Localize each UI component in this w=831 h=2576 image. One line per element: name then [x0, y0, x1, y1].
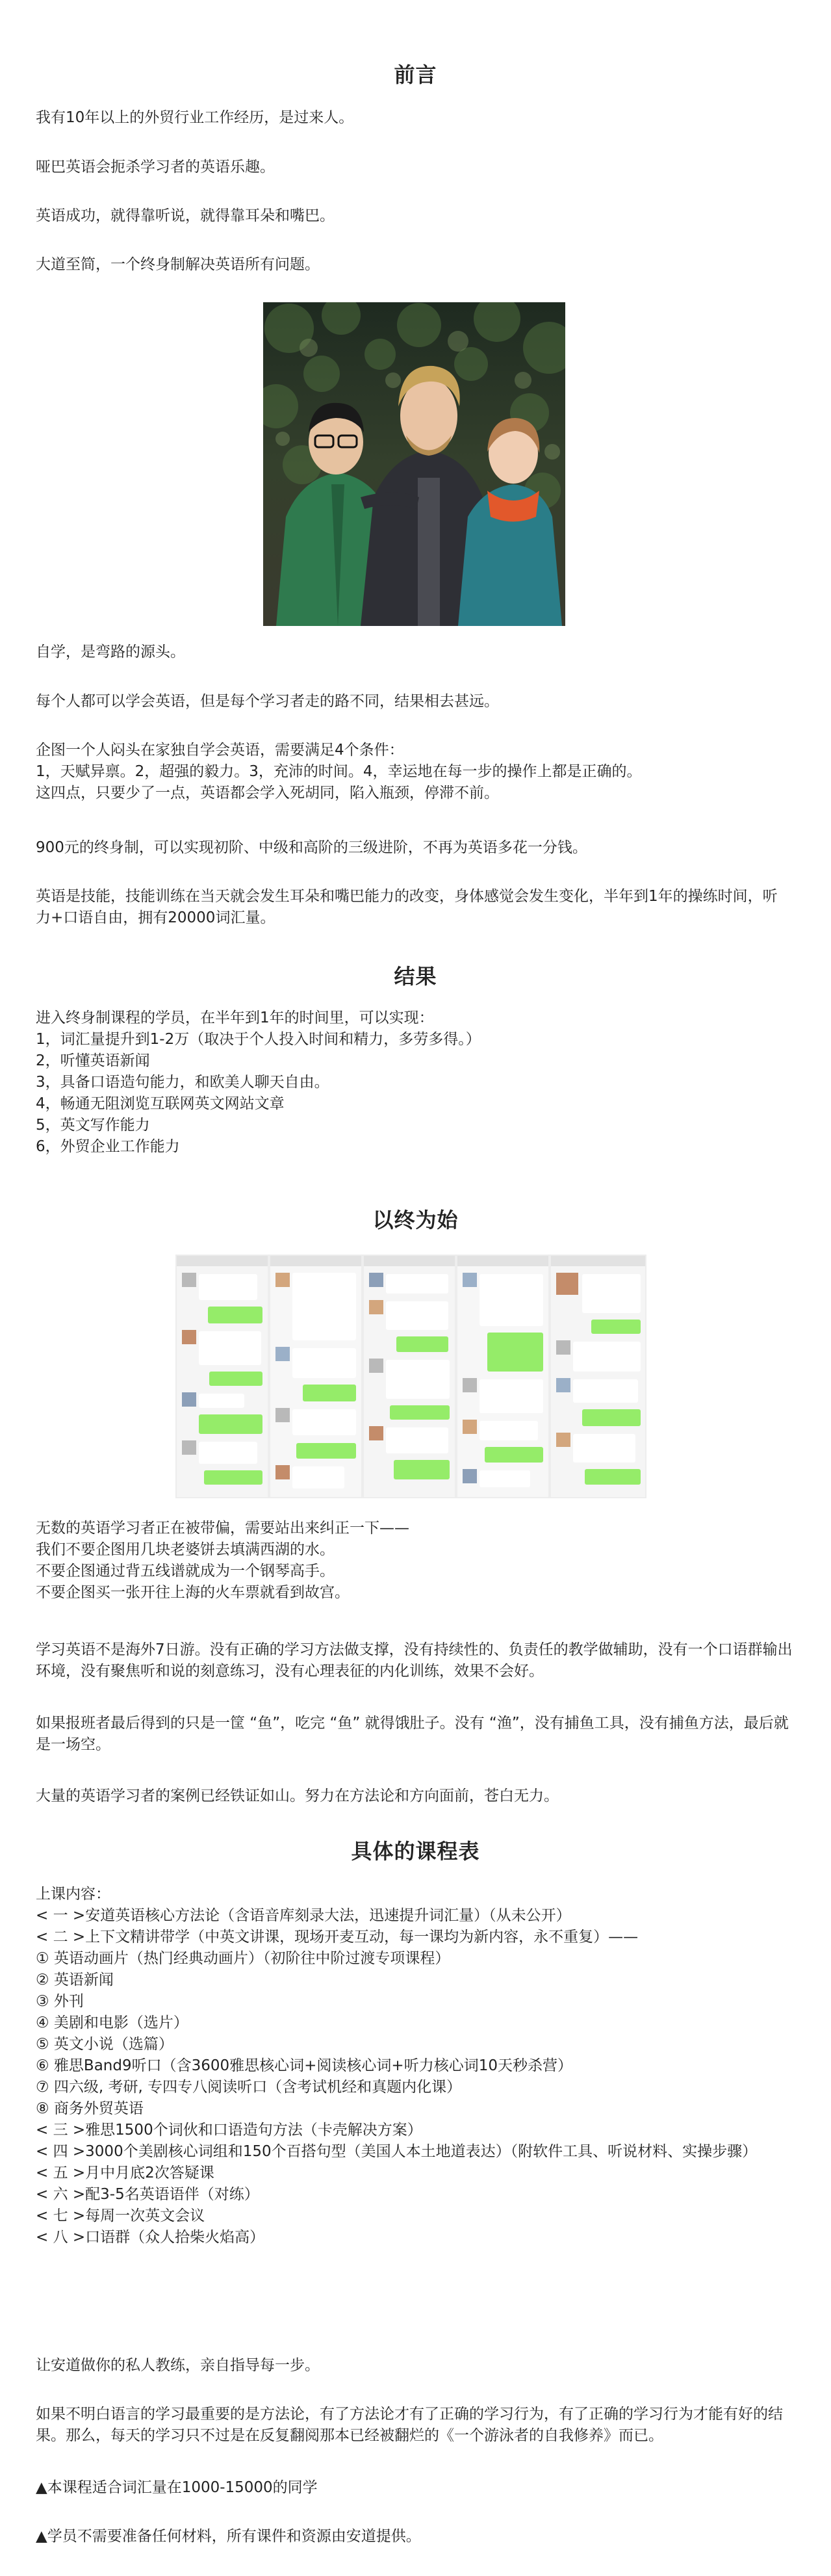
misdirection-block [36, 1518, 796, 1604]
list-item: 2，听懂英语新闻 [36, 1052, 150, 1069]
paragraph: 如果报班者最后得到的只是一筐 “鱼”，吃完 “鱼” 就得饿肚子。没有 “渔”，没有捕鱼工具，没有捕鱼方法，最后就是一场空。 [36, 1715, 789, 1753]
course-item: ⑧ 商务外贸英语 [36, 2100, 144, 2117]
conditions-block [36, 740, 796, 804]
paragraph: 大量的英语学习者的案例已经铁证如山。努力在方法论和方向面前，苍白无力。 [36, 1788, 559, 1804]
paragraph: 每个人都可以学会英语，但是每个学习者走的路不同，结果相去甚远。 [36, 693, 499, 710]
list-item: 4，畅通无阻浏览互联网英文网站文章 [36, 1095, 285, 1112]
list-lead: 上课内容： [36, 1886, 110, 1903]
course-item: ⑦ 四六级, 考研, 专四专八阅读听口（含考试机经和真题内化课） [36, 2079, 462, 2096]
course-item: ② 英语新闻 [36, 1971, 114, 1988]
result-heading: 结果 [394, 964, 437, 989]
course-item: < 三 >雅思1500个词伙和口语造句方法（卡壳解决方案） [36, 2122, 422, 2139]
course-item: < 八 >口语群（众人拾柴火焰高） [36, 2229, 265, 2246]
list-item: 1，词汇量提升到1-2万（取决于个人投入时间和精力，多劳多得。） [36, 1031, 481, 1048]
paragraph: 大道至简，一个终身制解决英语所有问题。 [36, 256, 320, 273]
course-item: ③ 外刊 [36, 1993, 84, 2010]
course-item: < 五 >月中月底2次答疑课 [36, 2165, 214, 2181]
list-lead: 进入终身制课程的学员，在半年到1年的时间里，可以实现： [36, 1009, 434, 1026]
list-item: 3，具备口语造句能力，和欧美人聊天自由。 [36, 1074, 329, 1091]
note: ▲学员不需要准备任何材料，所有课件和资源由安道提供。 [36, 2528, 421, 2545]
paragraph-line: 不要企图通过背五线谱就成为一个钢琴高手。 [36, 1563, 335, 1580]
paragraph: 英语是技能，技能训练在当天就会发生耳朵和嘴巴能力的改变，身体感觉会发生变化，半年到1年的操练时间，听力+口语自由，拥有20000词汇量。 [36, 888, 778, 926]
course-item: < 二 >上下文精讲带学（中英文讲课，现场开麦互动，每一课均为新内容，永不重复）—— [36, 1929, 639, 1945]
paragraph: 英语成功，就得靠听说，就得靠耳朵和嘴巴。 [36, 207, 335, 224]
paragraph-line: 无数的英语学习者正在被带偏，需要站出来纠正一下—— [36, 1520, 409, 1537]
paragraph: 让安道做你的私人教练，亲自指导每一步。 [36, 2357, 320, 2374]
paragraph: 900元的终身制，可以实现初阶、中级和高阶的三级进阶，不再为英语多花一分钱。 [36, 839, 587, 856]
course-item: < 六 >配3-5名英语语伴（对练） [36, 2186, 259, 2203]
group-photo [263, 302, 565, 626]
preface-heading: 前言 [394, 62, 437, 87]
paragraph-line: 我们不要企图用几块老婆饼去填满西湖的水。 [36, 1541, 335, 1558]
paragraph-line: 1，天赋异禀。2，超强的毅力。3，充沛的时间。4，幸运地在每一步的操作上都是正确的。 [36, 763, 642, 780]
course-list [36, 1884, 796, 2248]
paragraph-line: 企图一个人闷头在家独自学会英语，需要满足4个条件： [36, 742, 404, 759]
paragraph: 哑巴英语会扼杀学习者的英语乐趣。 [36, 159, 275, 176]
paragraph: 自学，是弯路的源头。 [36, 644, 185, 660]
list-item: 6，外贸企业工作能力 [36, 1138, 180, 1155]
course-item: ⑤ 英文小说（选篇） [36, 2036, 173, 2053]
note: ▲本课程适合词汇量在1000-15000的同学 [36, 2479, 318, 2496]
chat-screenshots-collage [175, 1255, 646, 1498]
course-item: ① 英语动画片（热门经典动画片）（初阶往中阶过渡专项课程） [36, 1950, 450, 1967]
paragraph-line: 这四点，只要少了一点，英语都会学入死胡同，陷入瓶颈，停滞不前。 [36, 785, 499, 801]
list-item: 5，英文写作能力 [36, 1117, 150, 1134]
paragraph: 学习英语不是海外7日游。没有正确的学习方法做支撑，没有持续性的、负责任的教学做辅助，没有一个口语群输出环境，没有聚焦听和说的刻意练习，没有心理表征的内化训练，效果不会好。 [36, 1641, 793, 1680]
course-item: ⑥ 雅思Band9听口（含3600雅思核心词+阅读核心词+听力核心词10天秒杀营） [36, 2057, 572, 2074]
outcome-heading: 以终为始 [372, 1208, 459, 1232]
schedule-heading: 具体的课程表 [351, 1839, 480, 1864]
paragraph: 如果不明白语言的学习最重要的是方法论，有了方法论才有了正确的学习行为，有了正确的学习行为才能有好的结果。那么，每天的学习只不过是在反复翻阅那本已经被翻烂的《一个游泳者的自我修养》而已。 [36, 2406, 783, 2444]
result-list [36, 1008, 796, 1158]
course-item: < 四 >3000个美剧核心词组和150个百搭句型（美国人本土地道表达）（附软件工具、听说材料、实操步骤） [36, 2143, 758, 2160]
course-item: < 一 >安道英语核心方法论（含语音库刻录大法，迅速提升词汇量）（从未公开） [36, 1907, 571, 1924]
course-item: < 七 >每周一次英文会议 [36, 2207, 205, 2224]
paragraph: 我有10年以上的外贸行业工作经历，是过来人。 [36, 109, 354, 126]
course-item: ④ 美剧和电影（选片） [36, 2014, 188, 2031]
paragraph-line: 不要企图买一张开往上海的火车票就看到故宫。 [36, 1584, 350, 1601]
